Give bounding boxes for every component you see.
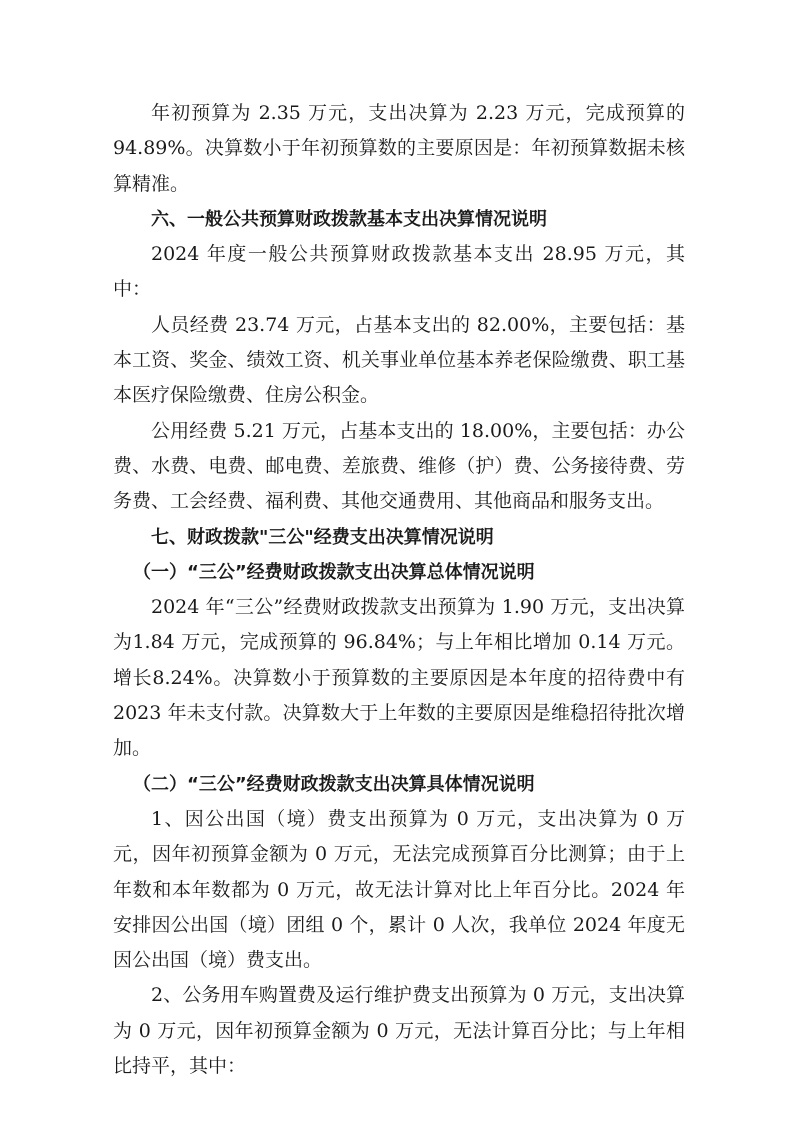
section-heading-7: 七、财政拨款"三公"经费支出决算情况说明	[151, 526, 494, 548]
official-vehicle-paragraph: 2、公务用车购置费及运行维护费支出预算为 0 万元，支出决算为 0 万元，因年初预算金额为 0 万元，无法计算百分比；与上年相比持平，其中：	[113, 984, 685, 1078]
three-public-overall-paragraph: 2024 年“三公”经费财政拨款支出预算为 1.90 万元，支出决算为1.84 万元，完成预算的 96.84%；与上年相比增加 0.14 万元。增长8.24%。决算数小于预算数的主要原因是本年度的招待费中有 2023 年未支付款。决算数大于上年数的主要原因是维稳招待批次增加。	[113, 596, 685, 760]
subsection-heading-1: （一）“三公”经费财政拨款支出决算总体情况说明	[133, 561, 535, 583]
overseas-travel-paragraph: 1、因公出国（境）费支出预算为 0 万元，支出决算为 0 万元，因年初预算金额为 0 万元，无法完成预算百分比测算；由于上年数和本年数都为 0 万元，故无法计算对比上年百分比。2024 年安排因公出国（境）团组 0 个，累计 0 人次，我单位 2024 年度无因公出国（境）费支出。	[113, 807, 685, 972]
document-body	[113, 96, 685, 1084]
section-heading-6: 六、一般公共预算财政拨款基本支出决算情况说明	[151, 208, 547, 230]
personnel-expenses-paragraph: 人员经费 23.74 万元，占基本支出的 82.00%，主要包括：基本工资、奖金、绩效工资、机关事业单位基本养老保险缴费、职工基本医疗保险缴费、住房公积金。	[113, 313, 685, 407]
public-expenses-paragraph: 公用经费 5.21 万元，占基本支出的 18.00%，主要包括：办公费、水费、电费、邮电费、差旅费、维修（护）费、公务接待费、劳务费、工会经费、福利费、其他交通费用、其他商品和服务支出。	[113, 419, 685, 513]
subsection-heading-2: （二）“三公”经费财政拨款支出决算具体情况说明	[133, 773, 535, 795]
budget-completion-paragraph: 年初预算为 2.35 万元，支出决算为 2.23 万元，完成预算的94.89%。决算数小于年初预算数的主要原因是：年初预算数据未核算精准。	[113, 102, 685, 195]
basic-expenditure-total-paragraph: 2024 年度一般公共预算财政拨款基本支出 28.95 万元，其中：	[113, 243, 685, 301]
